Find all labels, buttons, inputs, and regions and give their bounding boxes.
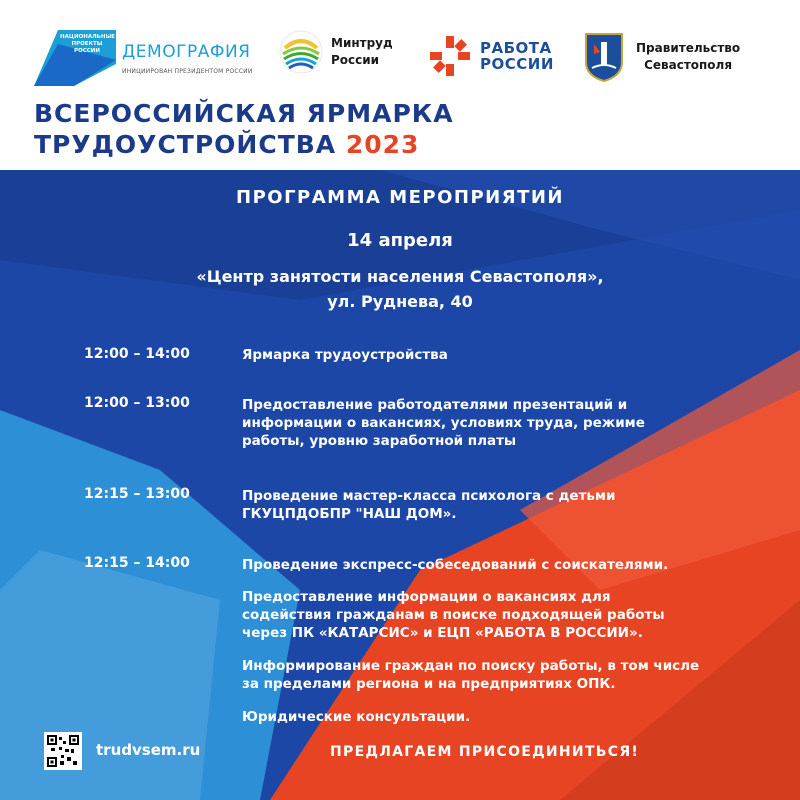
sevastopol-government-logo: [584, 32, 740, 82]
schedule-time: 12:00 – 13:00: [84, 395, 190, 411]
gov-line1: Правительство: [636, 41, 741, 55]
qr-code-icon[interactable]: [44, 732, 82, 770]
venue-line1: «Центр занятости населения Севастополя»,: [196, 267, 604, 286]
website-link[interactable]: trudvsem.ru: [96, 741, 201, 759]
sevastopol-coat-of-arms-icon: [584, 32, 624, 82]
main-title-line2: ТРУДОУСТРОЙСТВА: [34, 130, 337, 159]
gov-line2: Севастополя: [644, 58, 733, 72]
demography-subtitle: ИНИЦИИРОВАН ПРЕЗИДЕНТОМ РОССИИ: [122, 67, 253, 75]
rabota-star-icon: [428, 34, 472, 78]
main-title: [34, 98, 454, 160]
program-heading: ПРОГРАММА МЕРОПРИЯТИЙ: [236, 187, 564, 208]
schedule-line: Предоставление информации о вакансиях для: [242, 589, 611, 605]
mintrud-line2: России: [331, 53, 380, 67]
event-venue: [0, 264, 800, 314]
schedule-description: [242, 556, 772, 574]
call-to-action: ПРЕДЛАГАЕМ ПРИСОЕДИНИТЬСЯ!: [330, 744, 640, 760]
rabota-rossii-logo: [428, 34, 554, 78]
mintrud-logo: [279, 30, 393, 74]
schedule-line: Проведение экспресс-собеседований с соискателями.: [242, 557, 669, 573]
schedule-line: информации о вакансиях, условиях труда, режиме: [242, 415, 645, 431]
national-projects-logo: [34, 30, 253, 86]
schedule-line: ГКУЦПДОБПР "НАШ ДОМ».: [242, 506, 457, 522]
schedule-description: [242, 346, 772, 364]
main-title-line1: ВСЕРОССИЙСКАЯ ЯРМАРКА: [34, 99, 454, 128]
schedule-line: Ярмарка трудоустройства: [242, 347, 448, 363]
schedule-time: 12:15 – 13:00: [84, 486, 190, 502]
rabota-line2: РОССИИ: [480, 55, 554, 73]
main-title-year: 2023: [345, 130, 420, 159]
schedule-line: за пределами региона и на предприятиях ОПК.: [242, 676, 616, 692]
program-section: [0, 170, 800, 800]
national-projects-text: НАЦИОНАЛЬНЫЕ ПРОЕКТЫ РОССИИ: [60, 34, 115, 54]
schedule-description: [242, 487, 772, 523]
demography-title: ДЕМОГРАФИЯ: [122, 41, 251, 62]
rabota-line1: РАБОТА: [480, 39, 552, 57]
schedule-line: через ПК «КАТАРСИС» и ЕЦП «РАБОТА В РОССИИ».: [242, 625, 643, 641]
schedule-line: Предоставление работодателями презентаций и: [242, 397, 628, 413]
national-projects-badge: [34, 30, 116, 86]
schedule-line: Проведение мастер-класса психолога с детьми: [242, 488, 616, 504]
mintrud-emblem-icon: [279, 30, 323, 74]
schedule-line: работы, уровню заработной платы: [242, 433, 517, 449]
schedule-line: Информирование граждан по поиску работы, в том числе: [242, 658, 700, 674]
schedule-description: [242, 708, 772, 726]
header: [0, 0, 800, 170]
schedule-description: [242, 588, 772, 642]
schedule-description: [242, 657, 772, 693]
schedule-description: [242, 396, 772, 450]
venue-line2: ул. Руднева, 40: [327, 292, 473, 311]
schedule-line: содействия гражданам в поиске подходящей работы: [242, 607, 665, 623]
schedule-time: 12:00 – 14:00: [84, 346, 190, 362]
schedule-line: Юридические консультации.: [242, 709, 471, 725]
schedule-time: 12:15 – 14:00: [84, 555, 190, 571]
event-date: 14 апреля: [347, 230, 453, 251]
mintrud-line1: Минтруд: [331, 36, 393, 50]
